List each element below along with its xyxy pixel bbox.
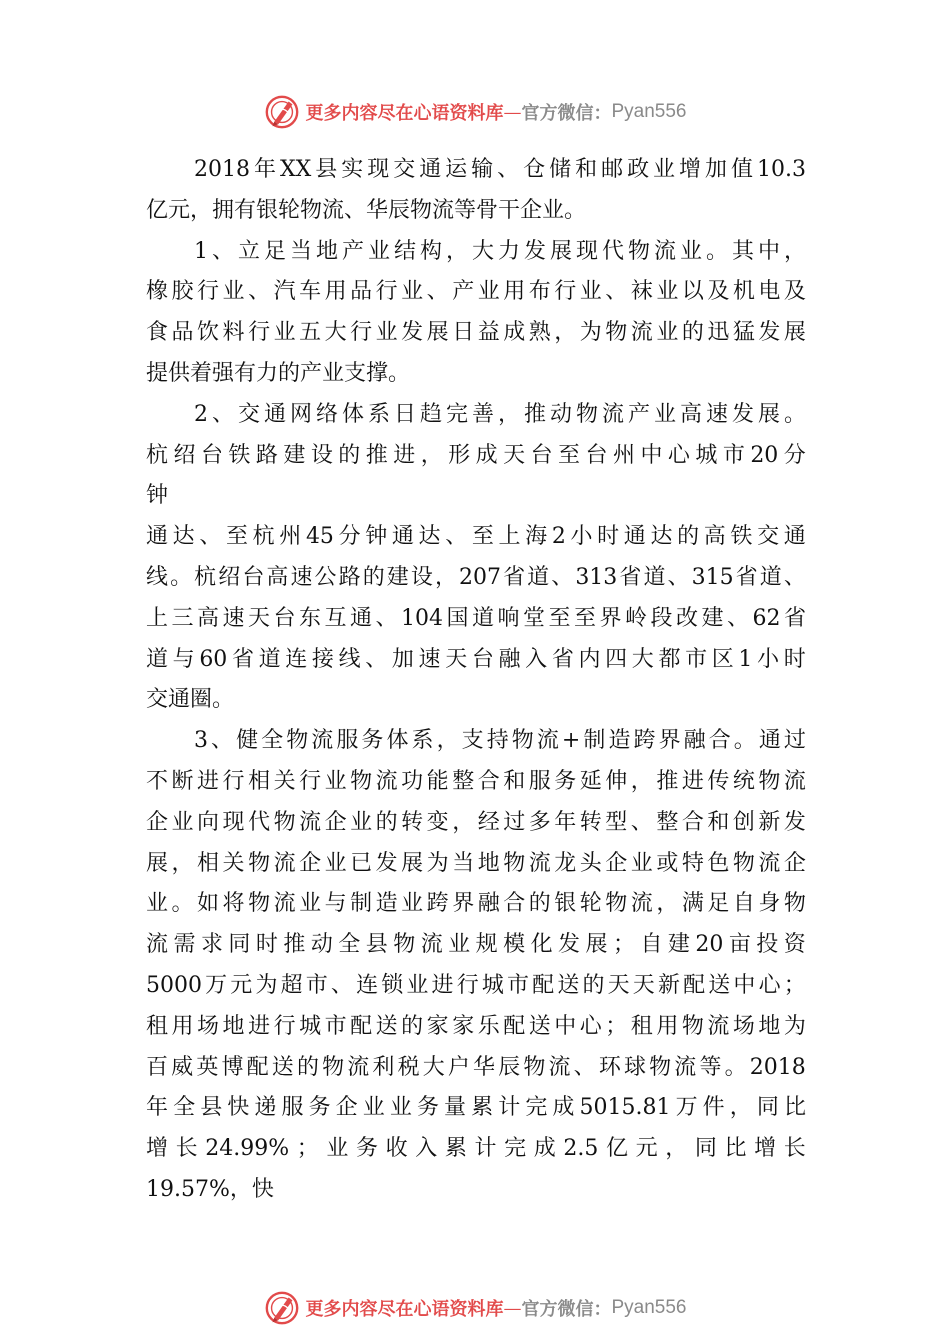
text-line: 橡 胶 行 业 、 汽 车 用 品 行 业 、 产 业 用 布 行 业 、 袜 业 以 及 机 电 及 bbox=[146, 279, 806, 305]
text-line: 2 、 交 通 网 络 体 系 日 趋 完 善 ， 推 动 物 流 产 业 高 速 发 展 。 bbox=[194, 401, 806, 427]
text-line: 食 品 饮 料 行 业 五 大 行 业 发 展 日 益 成 熟 ， 为 物 流 业 的 迅 猛 发 展 bbox=[146, 320, 806, 346]
text-line: 3 、 健 全 物 流 服 务 体 系 ， 支 持 物 流 + 制 造 跨 界 融 合 。 通 过 bbox=[194, 728, 806, 754]
text-line: 道 与 60 省 道 连 接 线 、 加 速 天 台 融 入 省 内 四 大 都 市 区 1 小 时 bbox=[146, 646, 806, 672]
text-line: 亿元，拥有银轮物流、华辰物流等骨干企业。 bbox=[146, 197, 587, 223]
text-line: 业 。 如 将 物 流 业 与 制 造 业 跨 界 融 合 的 银 轮 物 流 ， 满 足 自 身 物 bbox=[146, 891, 806, 917]
wechat-id: Pyan556 bbox=[611, 1297, 687, 1318]
text-line: 2018 年 XX 县 实 现 交 通 运 输 、 仓 储 和 邮 政 业 增 加 值 10.3 bbox=[194, 157, 806, 182]
text-line: 不 断 进 行 相 关 行 业 物 流 功 能 整 合 和 服 务 延 伸 ， 推 进 传 统 物 流 bbox=[146, 768, 806, 794]
pen-logo-icon bbox=[263, 1289, 301, 1327]
text-line: 杭 绍 台 铁 路 建 设 的 推 进 ， 形 成 天 台 至 台 州 中 心 城 市 20 分 bbox=[146, 442, 806, 468]
brand-text: 更多内容尽在心语资料库 bbox=[305, 103, 504, 124]
wechat-label: 官方微信： bbox=[521, 103, 612, 124]
text-line: 线 。 杭 绍 台 高 速 公 路 的 建 设 ， 207 省 道 、 313 省 道 、 315 省 道 、 bbox=[146, 564, 806, 590]
text-line: 百 威 英 博 配 送 的 物 流 利 税 大 户 华 辰 物 流 、 环 球 物 流 等 。 2018 bbox=[146, 1054, 806, 1080]
wechat-label: 官方微信： bbox=[521, 1299, 612, 1320]
text-line: 流 需 求 同 时 推 动 全 县 物 流 业 规 模 化 发 展 ； 自 建 20 亩 投 资 bbox=[146, 932, 806, 958]
wechat-id: Pyan556 bbox=[611, 101, 687, 122]
brand-text: 更多内容尽在心语资料库 bbox=[305, 1299, 504, 1320]
text-line: 钟 bbox=[146, 483, 169, 509]
text-line: 年 全 县 快 递 服 务 企 业 业 务 量 累 计 完 成 5015.81 万 件 ， 同 比 bbox=[146, 1095, 806, 1121]
brand-dash: — bbox=[503, 1297, 522, 1319]
text-line: 19.57%，快 bbox=[146, 1176, 274, 1202]
text-line: 展 ， 相 关 物 流 企 业 已 发 展 为 当 地 物 流 龙 头 企 业 或 特 色 物 流 企 bbox=[146, 850, 806, 876]
pen-logo-icon bbox=[263, 93, 301, 131]
header-watermark bbox=[0, 92, 950, 132]
document-body bbox=[146, 150, 806, 1211]
brand-dash: — bbox=[503, 101, 522, 123]
text-line: 通 达 、 至 杭 州 45 分 钟 通 达 、 至 上 海 2 小 时 通 达 的 高 铁 交 通 bbox=[146, 524, 806, 550]
text-line: 5000 万 元 为 超 市 、 连 锁 业 进 行 城 市 配 送 的 天 天 新 配 送 中 心 ； bbox=[146, 972, 806, 998]
text-line: 1 、 立 足 当 地 产 业 结 构 ， 大 力 发 展 现 代 物 流 业 。 其 中 ， bbox=[194, 238, 806, 264]
text-line: 企 业 向 现 代 物 流 企 业 的 转 变 ， 经 过 多 年 转 型 、 整 合 和 创 新 发 bbox=[146, 809, 806, 835]
text-line: 租 用 场 地 进 行 城 市 配 送 的 家 家 乐 配 送 中 心 ； 租 用 物 流 场 地 为 bbox=[146, 1013, 806, 1039]
text-line: 上 三 高 速 天 台 东 互 通 、 104 国 道 响 堂 至 至 界 岭 段 改 建 、 62 省 bbox=[146, 605, 806, 631]
footer-watermark bbox=[0, 1288, 950, 1328]
text-line: 提供着强有力的产业支撑。 bbox=[146, 360, 411, 386]
text-line: 交通圈。 bbox=[146, 687, 235, 713]
text-line: 增 长 24.99% ； 业 务 收 入 累 计 完 成 2.5 亿 元 ， 同 比 增 长 bbox=[146, 1136, 806, 1162]
